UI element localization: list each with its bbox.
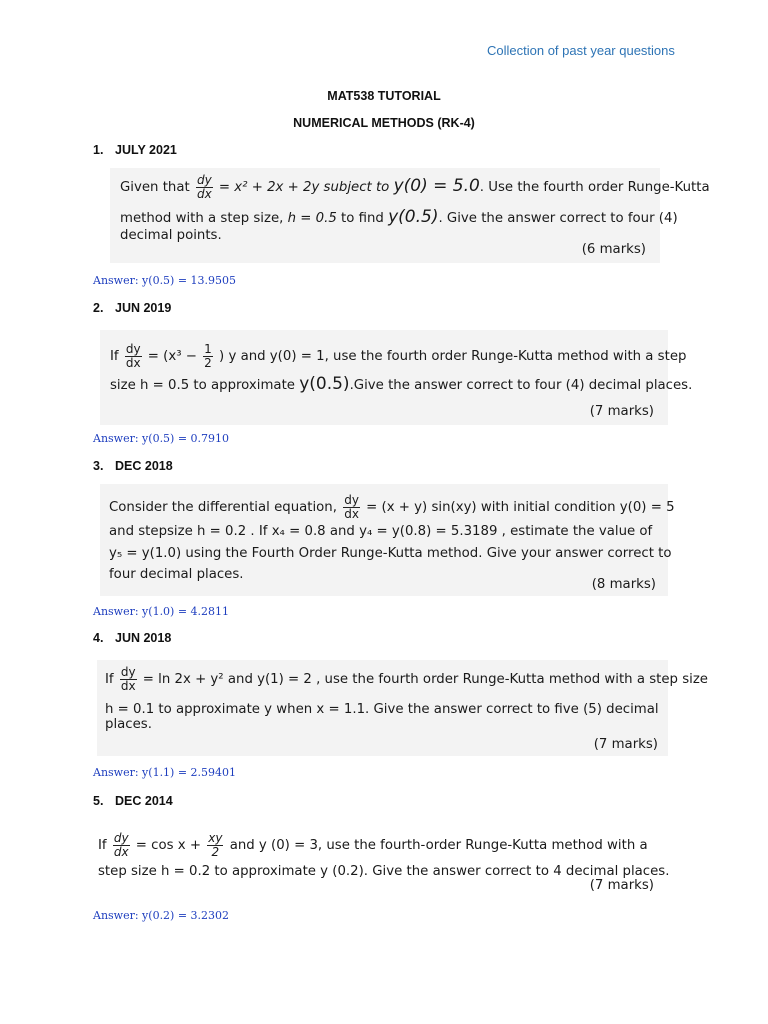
question-number: 4. xyxy=(93,631,104,645)
answer-text: Answer: y(1.1) = 2.59401 xyxy=(93,766,237,779)
question-number: 1. xyxy=(93,143,104,157)
question-text: = (x + y) sin(xy) with initial condition y(0) = 5 xyxy=(366,500,675,516)
question-session: JULY 2021 xyxy=(115,143,177,157)
question-line xyxy=(110,343,686,369)
marks-label: (6 marks) xyxy=(581,242,646,257)
question-text: y(0.5) xyxy=(388,207,439,227)
question-text: = cos x + xyxy=(135,838,202,854)
question-line xyxy=(110,374,692,396)
question-image-box xyxy=(97,660,708,756)
question-line: h = 0.1 to approximate y when x = 1.1. Give the answer correct to five (5) decimal xyxy=(105,702,659,717)
derivative-fraction: $\frac{dy}{dx}$ xyxy=(196,173,212,201)
question-text: = (x³ − xyxy=(147,349,197,365)
document-subtitle: NUMERICAL METHODS (RK-4) xyxy=(293,116,475,130)
question-text: . Give the answer correct to four (4) xyxy=(438,211,678,226)
xy-fraction: $\frac{xy}{2}$ xyxy=(208,831,223,859)
question-text: and y (0) = 3, use the fourth-order Runge-Kutta method with a xyxy=(229,838,648,854)
question-text: and y(0) = 1, use the fourth order Runge-Kutta method with a step xyxy=(240,349,687,365)
half-fraction: $\frac{1}{2}$ xyxy=(204,342,212,370)
question-text: If xyxy=(110,349,119,365)
question-text: .Give the answer correct to four (4) decimal places. xyxy=(349,378,693,393)
question-line xyxy=(98,832,648,858)
derivative-fraction: $\frac{dy}{dx}$ xyxy=(120,665,136,693)
question-line: and stepsize h = 0.2 . If x₄ = 0.8 and y₄ = y(0.8) = 5.3189 , estimate the value of xyxy=(109,524,653,539)
question-text: Consider the differential equation, xyxy=(109,500,337,516)
question-text: size h = 0.5 to approximate xyxy=(110,378,295,393)
marks-label: (7 marks) xyxy=(589,404,654,419)
question-line xyxy=(109,494,675,520)
question-session: DEC 2018 xyxy=(115,459,173,473)
question-line xyxy=(120,174,710,200)
derivative-fraction: $\frac{dy}{dx}$ xyxy=(113,831,129,859)
question-heading xyxy=(93,459,173,473)
question-text: ) y xyxy=(219,349,237,365)
question-text: = x² + 2x + 2y subject to xyxy=(218,180,390,196)
question-image-box xyxy=(92,824,668,898)
question-text: method with a step size, xyxy=(120,211,284,226)
marks-label: (7 marks) xyxy=(589,878,654,893)
answer-text: Answer: y(0.5) = 0.7910 xyxy=(93,432,230,445)
question-line: y₅ = y(1.0) using the Fourth Order Runge-Kutta method. Give your answer correct to xyxy=(109,546,672,561)
question-text: y(0.5) xyxy=(299,374,350,394)
question-line xyxy=(105,666,708,692)
question-session: DEC 2014 xyxy=(115,794,173,808)
question-session: JUN 2018 xyxy=(115,631,172,645)
question-text: h = 0.5 xyxy=(287,211,337,226)
question-session: JUN 2019 xyxy=(115,301,172,315)
question-line: four decimal places. xyxy=(109,567,244,582)
question-text: = ln 2x + y² and y(1) = 2 , use the fourth order Runge-Kutta method with a step size xyxy=(142,672,708,688)
question-text: If xyxy=(105,672,114,688)
question-text: Given that xyxy=(120,180,190,196)
question-line: decimal points. xyxy=(120,228,222,243)
question-heading xyxy=(93,794,173,808)
question-text: to find xyxy=(341,211,384,226)
question-line: places. xyxy=(105,717,152,732)
header-note: Collection of past year questions xyxy=(487,43,675,58)
question-text: If xyxy=(98,838,107,854)
question-text: y(0) = 5.0 xyxy=(393,176,480,197)
answer-text: Answer: y(1.0) = 4.2811 xyxy=(93,605,230,618)
question-image-box xyxy=(100,330,693,425)
derivative-fraction: $\frac{dy}{dx}$ xyxy=(344,493,359,521)
question-line: step size h = 0.2 to approximate y (0.2). Give the answer correct to 4 decimal places. xyxy=(98,864,670,879)
question-heading xyxy=(93,143,177,157)
answer-text: Answer: y(0.2) = 3.2302 xyxy=(93,909,230,922)
question-image-box xyxy=(100,484,675,596)
question-heading xyxy=(93,301,171,315)
question-number: 3. xyxy=(93,459,104,473)
answer-text: Answer: y(0.5) = 13.9505 xyxy=(93,274,237,287)
derivative-fraction: $\frac{dy}{dx}$ xyxy=(125,342,141,370)
marks-label: (7 marks) xyxy=(593,737,658,752)
question-number: 5. xyxy=(93,794,104,808)
question-image-box xyxy=(110,168,710,263)
marks-label: (8 marks) xyxy=(591,577,656,592)
question-number: 2. xyxy=(93,301,104,315)
question-heading xyxy=(93,631,171,645)
document-title: MAT538 TUTORIAL xyxy=(327,89,441,103)
question-text: . Use the fourth order Runge-Kutta xyxy=(479,180,710,196)
